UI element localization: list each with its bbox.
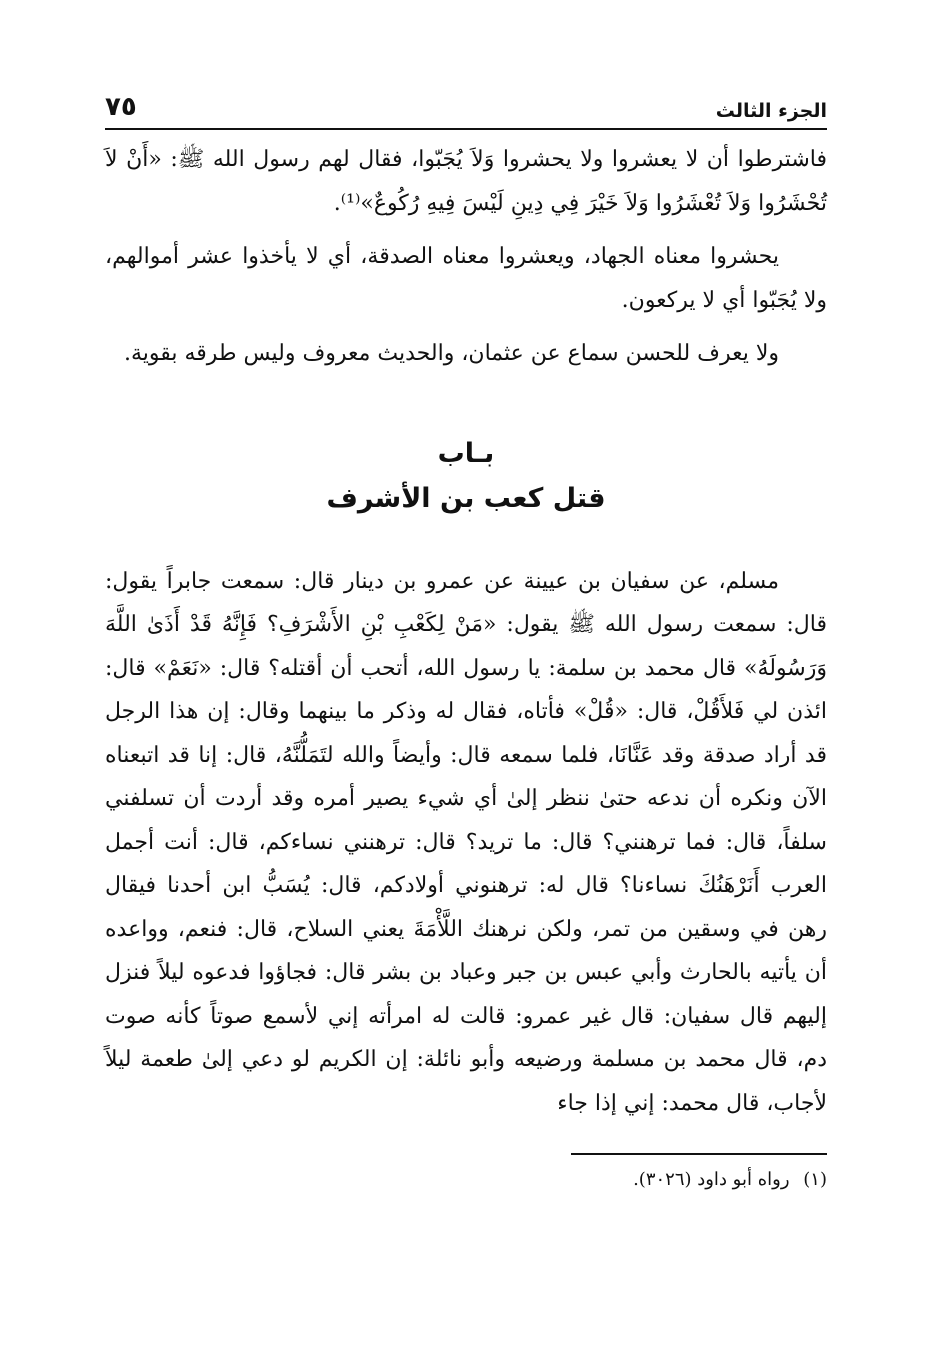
paragraph-main-narration: مسلم، عن سفيان بن عيينة عن عمرو بن دينار قال: سمعت جابراً يقول: قال: سمعت رسول الله ﷺ يقول: «مَنْ لِكَعْبِ بْنِ الأَشْرَفِ؟ فَإِنَّهُ قَدْ أَذَىٰ اللَّهَ وَرَسُولَهُ» قال محمد بن سلمة: يا رسول الله، أتحب أن أقتله؟ قال: «نَعَمْ» قال: ائذن لي فَلأَقُلْ، قال: «قُلْ» فأتاه، فقال له وذكر ما بينهما وقال: إن هذا الرجل قد أراد صدقة وقد عَنَّانَا، فلما سمعه قال: وأيضاً والله لتَمَلُّنَّهُ، قال: إنا قد اتبعناه الآن ونكره أن ندعه حتىٰ ننظر إلىٰ أي شيء يصير أمره وقد أردت أن تسلفني سلفاً، قال: فما ترهنني؟ قال: ما تريد؟ قال: ترهنني نساءكم، قال: أنت أجمل العرب أَنَرْهَنُكَ نساءنا؟ قال له: ترهنوني أولادكم، قال: يُسَبُّ ابن أحدنا فيقال رهن في وسقين من تمر، ولكن نرهنك اللَّأْمَةَ يعني السلاح، قال: فنعم، وواعده أن يأتيه بالحارث وأبي عبس بن جبر وعباد بن بشر قال: فجاؤوا فدعوه ليلاً فنزل إليهم قال سفيان: قال غير عمرو: قالت له امرأته إني لأسمع صوتاً كأنه صوت دم، قال محمد بن مسلمة ورضيعه وأبو نائلة: إن الكريم لو دعي إلىٰ طعمة ليلاً لأجاب، قال محمد: إني إذا جاء	[105, 568, 827, 1116]
page-header	[105, 88, 827, 130]
footnote-marker: (١)	[803, 1169, 827, 1190]
paragraph-explanation: يحشروا معناه الجهاد، ويعشروا معناه الصدقة، أي لا يأخذوا عشر أموالهم، ولا يُجَبّوا أي لا يركعون.	[105, 244, 827, 313]
book-page	[105, 88, 827, 1195]
chapter-heading: بـاب	[437, 437, 495, 469]
chapter-heading-block	[105, 434, 827, 524]
running-head-part-title: الجزء الثالث	[715, 100, 827, 122]
chapter-title: قتل كعب بن الأشرف	[326, 482, 606, 514]
footnote	[105, 1165, 827, 1195]
paragraph-chain-note: ولا يعرف للحسن سماع عن عثمان، والحديث معروف وليس طرقه بقوية.	[123, 341, 779, 366]
footnote-text: رواه أبو داود (٣٠٢٦).	[633, 1169, 790, 1190]
page-number: ٧٥	[105, 92, 137, 122]
footnote-separator	[571, 1153, 827, 1155]
paragraph-hadith-continuation: فاشترطوا أن لا يعشروا ولا يحشروا وَلاَ يُجَبّوا، فقال لهم رسول الله ﷺ: «أَنْ لاَ تُحْشَرُوا وَلاَ تُعْشَرُوا وَلاَ خَيْرَ فِي دِينِ لَيْسَ فِيهِ رُكُوعٌ»⁽¹⁾.	[105, 147, 827, 216]
